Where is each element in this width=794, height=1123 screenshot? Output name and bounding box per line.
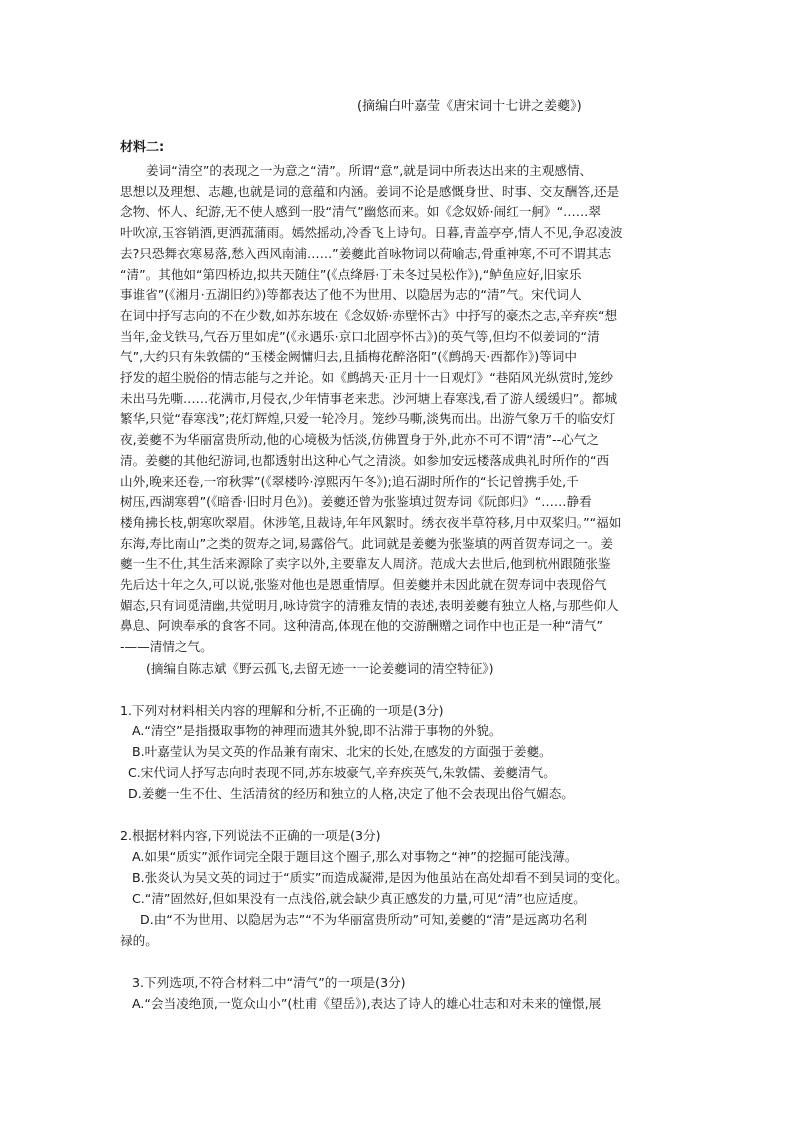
paragraph-line: 姜词“清空”的表现之一为意之“清”。所谓“意”,就是词中所表达出来的主观感情、 — [146, 163, 593, 178]
paragraph-line: 清。姜夔的其他纪游词,也都透射出这种心气之清淡。如参加安远楼落成典礼时所作的“西 — [120, 452, 610, 468]
paragraph-line: 在词中抒写志向的不在少数,如苏东坡在《念奴娇·赤壁怀古》中抒写的豪杰之志,辛弃疾“想 — [120, 307, 618, 323]
paragraph-line: 先后达十年之久,可以说,张鉴对他也是恩重情厚。但姜夔并未因此就在贺寿词中表现俗气 — [120, 577, 607, 592]
paragraph-line: 媚态,只有词觅清幽,共觉明月,咏诗赏字的清雅友情的表述,表明姜夔有独立人格,与那些仰人 — [120, 597, 619, 613]
paragraph-line: -——清情之气。 — [120, 639, 213, 655]
question-3-option-a: A.“会当凌绝顶,一览众山小”(杜甫《望岳》),表达了诗人的雄心壮志和对未来的憧憬,展 — [132, 996, 602, 1011]
paragraph-line: 鼻息、阿谀奉承的食客不同。这种清高,体现在他的交游酬赠之词作中也正是一种“清气” — [120, 618, 604, 634]
question-2-option-d-continued: 禄的。 — [120, 933, 158, 948]
paragraph-line: 念物、怀人、纪游,无不使人感到一股“清气”幽悠而来。如《念奴娇·闹红一舸》“……翠 — [120, 204, 601, 220]
question-1-option-d: D.姜夔一生不仕、生活清贫的经历和独立的人格,决定了他不会表现出俗气媚态。 — [128, 786, 574, 801]
paragraph-line: 树压,西湖寒碧”(《暗香·旧时月色》)。姜夔还曾为张鉴填过贺寿词《阮郎归》“……静看 — [120, 494, 592, 510]
question-2-option-c: C.“清”固然好,但如果没有一点浅俗,就会缺少真正感发的力量,可见“清”也应适度。 — [132, 891, 586, 906]
paragraph-line: 东海,寿比南山”之类的贺寿之词,易露俗气。此词就是姜夔为张鉴填的两首贺寿词之一。姜 — [120, 535, 614, 551]
paragraph-line: 事谁省”(《湘月·五湖旧约》)等都表达了他不为世用、以隐居为志的“清”气。宋代词人 — [120, 287, 582, 303]
paragraph-line: 思想以及理想、志趣,也就是词的意蕴和内涵。姜词不论是感慨身世、时事、交友酬答,还是 — [120, 183, 620, 199]
paragraph-line: 山外,晚来还卷,一帘秋霁”(《翠楼吟·淳熙丙午冬》);追石湖时所作的“长记曾携手处,千 — [120, 473, 579, 489]
paragraph-line: 繁华,只觉“春寒浅”;花灯辉煌,只爱一轮冷月。笼纱马嘶,淡隽而出。出游气象万千的临安灯 — [120, 411, 616, 427]
question-2-option-a: A.如果“质实”派作词完全限于题目这个圈子,那么对事物之“神”的挖掘可能浅薄。 — [132, 849, 578, 864]
question-1-option-c: C.宋代词人抒写志向时表现不同,苏东坡豪气,辛弃疾英气,朱敦儒、姜夔清气。 — [128, 765, 556, 780]
paragraph-line: 当年,金戈铁马,气吞万里如虎”(《永遇乐·京口北固亭怀古》)的英气等,但均不似姜词的“清 — [120, 328, 600, 344]
paragraph-line: 未出马先嘶……花满市,月侵衣,少年情事老来悲。沙河塘上春寒浅,看了游人缓缓归”。都城 — [120, 390, 618, 406]
source-citation-2: (摘编自陈志斌《野云孤飞,去留无迹一一论姜夔词的清空特征》) — [146, 661, 494, 676]
question-2-stem: 2.根据材料内容,下列说法不正确的一项是(3分) — [120, 828, 381, 843]
source-citation-1: (摘编白叶嘉莹《唐宋词十七讲之姜夔》) — [357, 99, 582, 114]
paragraph-line: 夜,姜夔不为华丽富贵所动,他的心境极为恬淡,仿佛置身于外,此亦不可不谓“清”--心气之 — [120, 432, 599, 448]
paragraph-line: 去?只恐舞衣寒易落,愁入西风南浦……”姜夔此首咏物词以荷喻志,骨重神寒,不可不谓其志 — [120, 245, 612, 261]
paragraph-line: 楼角拂长枝,朝寒吹翠眉。休涉笔,且裁诗,年年风絮时。绣衣夜半草符移,月中双桨归。”“福如 — [120, 514, 622, 530]
question-2-option-b: B.张炎认为吴文英的词过于“质实”而造成凝滞,是因为他虽站在高处却看不到吴词的变化。 — [132, 870, 628, 885]
section-heading: 材料二: — [120, 140, 165, 155]
question-1-stem: 1.下列对材料相关内容的理解和分析,不正确的一项是(3分) — [120, 703, 444, 718]
paragraph-line: 抒发的超尘脱俗的情志能与之并论。如《鹧鸪天·正月十一日观灯》“巷陌风光纵赏时,笼纱 — [120, 370, 614, 385]
paragraph-line: “清”。其他如“第四桥边,拟共天随住”(《点绛唇·丁未冬过吴松作》),“鲈鱼应好,旧家乐 — [120, 266, 582, 282]
question-2-option-d: D.由“不为世用、以隐居为志”“不为华丽富贵所动”可知,姜夔的“清”是远离功名利 — [140, 912, 588, 927]
question-3-stem: 3.下列选项,不符合材料二中“清气”的一项是(3分) — [132, 975, 406, 990]
paragraph-line: 夔一生不仕,其生活来源除了卖字以外,主要靠友人周济。范成大去世后,他到杭州跟随张鉴 — [120, 556, 611, 572]
question-1-option-b: B.叶嘉莹认为吴文英的作品兼有南宋、北宋的长处,在感发的方面强于姜夔。 — [132, 744, 552, 759]
question-1-option-a: A.“清空”是指摄取事物的神理而遗其外貌,即不沾滞于事物的外貌。 — [132, 723, 502, 738]
paragraph-line: 气”,大约只有朱敦儒的“玉楼金阙慵归去,且插梅花醉洛阳”(《鹧鸪天·西都作》)等词中 — [120, 349, 577, 365]
paragraph-line: 叶吹凉,玉容销酒,更洒菰蒲雨。嫣然摇动,冷香飞上诗句。日暮,青盖亭亭,情人不见,争忍凌波 — [120, 225, 623, 241]
